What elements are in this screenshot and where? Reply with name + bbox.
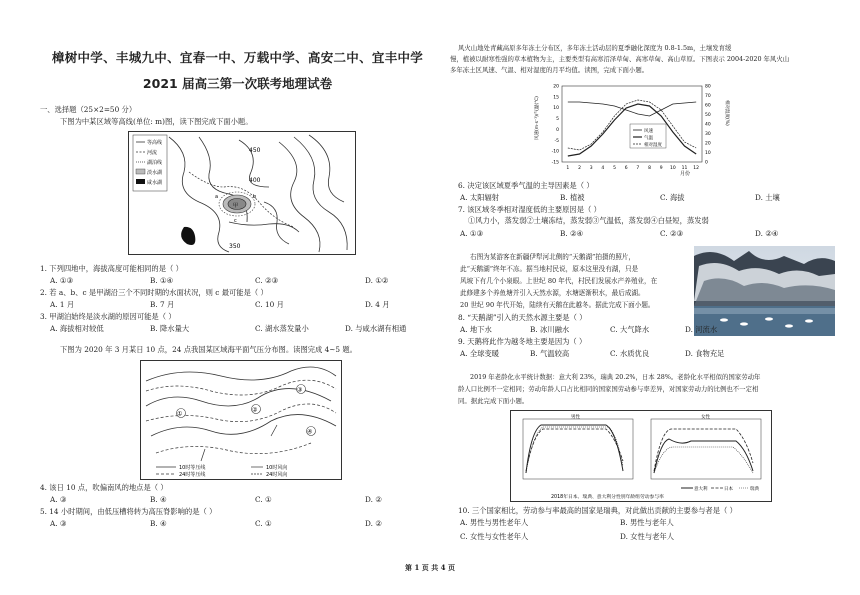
chart-xlabel: 月份	[680, 171, 691, 177]
swan-para-4: 此修建多个养鱼塘并引入天然水源，水塘逐渐积水，最后成湖。	[460, 289, 645, 297]
q5-opt-a[interactable]: A. ③	[50, 519, 67, 528]
q3-opt-b[interactable]: B. 降水量大	[150, 324, 190, 333]
contour-map	[128, 131, 356, 255]
q1-opt-c[interactable]: C. ②③	[255, 276, 279, 285]
chart-ytick-right: 50	[705, 113, 711, 118]
chart-ytick-right: 0	[705, 160, 708, 166]
chart-ytick-right: 60	[705, 103, 711, 109]
swan-para-2: 此“天鹅湖”终年不冻。据当地村民说，原本这里没有湖，只是	[460, 265, 639, 273]
q7-stem: 7. 该区域冬季相对湿度低的主要原因是（ ）	[458, 205, 601, 214]
q6-opt-b[interactable]: B. 植被	[560, 193, 585, 202]
contour-label-450: 450	[249, 147, 261, 154]
permafrost-intro-1: 风火山地处青藏高原多年冻土分布区，多年冻土活动层的夏季融化深度为 0.8-1.5m，土壤发育缓	[458, 44, 732, 52]
chart-ytick-right: 30	[705, 132, 711, 137]
q7-opt-c[interactable]: C. ②③	[660, 229, 684, 238]
chart-xtick: 7	[636, 166, 640, 171]
chart-xtick: 9	[659, 166, 663, 171]
q9-opt-a[interactable]: A. 全球变暖	[460, 349, 500, 358]
page-footer: 第 1 页 共 4 页	[405, 563, 455, 572]
chart-ytick-left: 20	[553, 84, 559, 90]
q8-stem: 8. “天鹅湖”引入的天然水源主要是（ ）	[458, 313, 587, 322]
q10-opt-d[interactable]: D. 女性与老年人	[620, 532, 675, 541]
q4-opt-b[interactable]: B. ④	[150, 495, 167, 504]
q6-opt-d[interactable]: D. 土壤	[755, 193, 780, 202]
q9-opt-c[interactable]: C. 水质优良	[610, 349, 650, 358]
intro-pressure: 下图为 2020 年 3 月某日 10 点，24 点我国某区域海平面气压分布图。读图完成 4~5 题。	[60, 345, 357, 354]
swan-para-5: 20 世纪 90 年代开始，陆续有天鹅在此越冬。据此完成下面小题。	[460, 301, 655, 309]
q7-opt-b[interactable]: B. ②④	[560, 229, 584, 238]
q2-opt-d[interactable]: D. 4 月	[365, 300, 390, 309]
q10-stem: 10. 三个国家相比，劳动参与率最高的国家是瑞典，对此做出贡献的主要参与者是（ ）	[458, 506, 737, 515]
chart-legend-temp: 气温	[644, 136, 653, 141]
title-line-1: 樟树中学、丰城九中、宜春一中、万载中学、高安二中、宜丰中学	[51, 50, 424, 65]
q3-opt-d[interactable]: D. 与咸水湖有相通	[345, 324, 407, 333]
permafrost-intro-2: 慢，植被以耐寒性强的草本植物为主，主要类型有高寒沼泽草甸、高寒草甸、高山草原。下图表示 2004-2020 年风火山	[450, 55, 790, 63]
pressure-marker-4: ④	[307, 428, 313, 436]
wind-legend-10: 10时风向	[266, 465, 288, 471]
pressure-legend-10: 10时等压线	[179, 465, 206, 471]
chart-ytick-right: 70	[705, 94, 711, 99]
q8-opt-a[interactable]: A. 地下水	[460, 325, 492, 334]
q5-opt-b[interactable]: B. ④	[150, 519, 167, 528]
swan-para-3: 风坡下有几个小泉眼。上世纪 80 年代，村民们发展水产养殖业，在	[460, 277, 658, 285]
chart-xtick: 6	[624, 166, 628, 171]
chart-legend-humidity: 相对湿度	[644, 143, 662, 148]
labor-female-title: 女性	[701, 415, 710, 420]
chart-ytick-right: 80	[705, 84, 711, 90]
q1-opt-b[interactable]: B. ①④	[150, 276, 174, 285]
chart-ytick-left: 15	[553, 95, 559, 101]
chart-ytick-left: 0	[556, 127, 559, 133]
chart-ytick-left: -15	[551, 160, 559, 166]
chart-xtick: 2	[578, 166, 581, 171]
chart-xtick: 11	[681, 166, 688, 171]
aging-para-3: 同。据此完成下面小题。	[458, 397, 529, 405]
aging-para-1: 2019 年老龄化水平统计数据：意大利 23%，瑞典 20.2%，日本 28%。老龄化水平相似的国家劳动年	[470, 373, 761, 381]
q5-opt-c[interactable]: C. ①	[255, 519, 272, 528]
pressure-marker-3: ③	[297, 386, 303, 394]
q3-opt-c[interactable]: C. 湖水蒸发量小	[255, 324, 309, 333]
chart-xtick: 5	[613, 166, 616, 171]
chart-xtick: 3	[589, 166, 593, 171]
chart-ytick-left: 10	[553, 106, 559, 112]
q7-opt-a[interactable]: A. ①③	[460, 229, 483, 238]
q7-opt-d[interactable]: D. ②④	[755, 229, 779, 238]
q4-opt-c[interactable]: C. ①	[255, 495, 272, 504]
chart-ytick-right: 10	[705, 151, 711, 156]
chart-ytick-left: 5	[556, 117, 559, 123]
pressure-marker-1: ①	[177, 410, 183, 418]
pressure-marker-2: ②	[252, 406, 258, 414]
q10-opt-b[interactable]: B. 男性与老年人	[620, 518, 674, 527]
q1-stem: 1. 下列四地中，海拔高度可能相同的是（ ）	[40, 264, 183, 273]
chart-ylabel-left: 风速(m·s⁻¹)/气温(℃)	[535, 96, 540, 140]
legend-contour: 等高线	[147, 140, 163, 146]
q9-opt-d[interactable]: D. 食物充足	[685, 349, 725, 358]
aging-para-2: 龄人口比例不一定相同；劳动年龄人口占比相同的国家国劳动参与率差异，对国家劳动力的比例也不一定相	[458, 385, 759, 393]
q8-opt-d[interactable]: D. 河流水	[685, 325, 718, 334]
chart-ytick-left: -10	[551, 149, 559, 155]
q9-stem: 9. 天鹅将此作为越冬地主要是因为（ ）	[458, 337, 587, 346]
legend-salt-lake: 咸水湖	[147, 180, 163, 186]
q10-opt-c[interactable]: C. 女性与女性老年人	[460, 532, 529, 541]
q2-opt-b[interactable]: B. 7 月	[150, 300, 175, 309]
labor-legend-sweden: 瑞典	[750, 487, 759, 492]
shore-b-label: b	[253, 194, 257, 200]
q6-stem: 6. 决定该区域夏季气温的主导因素是（ ）	[458, 181, 594, 190]
chart-xtick: 12	[693, 166, 700, 171]
shore-c-label: c	[234, 218, 237, 224]
q2-opt-a[interactable]: A. 1 月	[50, 300, 75, 309]
chart-xtick: 8	[648, 166, 651, 171]
climate-chart	[530, 80, 730, 178]
labor-legend-japan: 日本	[724, 487, 733, 492]
swan-lake-photo	[694, 246, 835, 336]
q8-opt-c[interactable]: C. 大气降水	[610, 325, 650, 334]
chart-xtick: 10	[669, 166, 676, 171]
q9-opt-b[interactable]: B. 气温较高	[530, 349, 570, 358]
q10-opt-a[interactable]: A. 男性与男性老年人	[460, 518, 529, 527]
permafrost-intro-3: 多年冻土区风速、气温、相对湿度的月平均值。读图，完成下面小题。	[450, 66, 649, 74]
q5-stem: 5. 14 小时期间，由低压槽将转为高压脊影响的是（ ）	[40, 507, 217, 516]
q6-opt-c[interactable]: C. 海拔	[660, 193, 685, 202]
q7-sub: ①风力小，蒸发弱②土壤冻结，蒸发弱③气温低，蒸发弱④白昼短，蒸发弱	[468, 216, 709, 225]
contour-label-400: 400	[249, 177, 261, 184]
swan-para-1: 右图为某游客在新疆伊犁河北侧的“天鹅湖”拍摄的照片，	[470, 253, 635, 261]
q3-opt-a[interactable]: A. 海拔相对较低	[50, 324, 104, 333]
chart-legend-wind: 风速	[644, 129, 653, 134]
shore-a-label: a	[215, 194, 219, 200]
chart-ytick-right: 20	[705, 141, 711, 147]
chart-ylabel-right: 相对湿度(%)	[724, 100, 729, 126]
q3-stem: 3. 甲湖泊始终是淡水湖的原因可能是（ ）	[40, 312, 176, 321]
section-heading: 一、选择题（25×2=50 分）	[40, 105, 137, 114]
chart-xtick: 1	[566, 166, 570, 171]
labor-legend-italy: 意大利	[694, 487, 708, 492]
labor-chart-caption: 2018年日本、瑞典、意大利分性别年龄组劳动参与率	[551, 495, 664, 500]
q6-opt-a[interactable]: A. 太阳辐射	[460, 193, 500, 202]
pressure-legend-24: 24时等压线	[179, 472, 206, 478]
legend-fresh-lake: 淡水湖	[147, 170, 163, 176]
chart-ytick-left: -5	[554, 138, 559, 144]
contour-label-350: 350	[229, 243, 241, 250]
chart-ytick-right: 40	[705, 122, 711, 128]
chart-xtick: 4	[601, 166, 605, 171]
pressure-map	[140, 360, 342, 480]
q5-opt-d[interactable]: D. ②	[365, 519, 382, 528]
labor-chart	[510, 410, 772, 502]
q2-stem: 2. 若 a、b、c 是甲湖沿三个不同时期的水面状况，则 c 最可能是（ ）	[40, 288, 268, 297]
q4-opt-a[interactable]: A. ③	[50, 495, 67, 504]
q4-stem: 4. 该日 10 点，吹偏南风的地点是（ ）	[40, 483, 168, 492]
q1-opt-d[interactable]: D. ①②	[365, 276, 389, 285]
title-line-2: 2021 届高三第一次联考地理试卷	[142, 76, 333, 91]
labor-male-title: 男性	[571, 415, 580, 420]
legend-shore: 湖泊线	[147, 160, 163, 166]
q8-opt-b[interactable]: B. 冰川融水	[530, 325, 570, 334]
intro-contour: 下图为中某区域等高线(单位: m)图，读下图完成下面小题。	[60, 117, 253, 126]
legend-river: 河流	[147, 150, 158, 156]
wind-legend-24: 24时风向	[266, 472, 288, 478]
q2-opt-c[interactable]: C. 10 月	[255, 300, 284, 309]
lake-label: 甲	[233, 203, 239, 209]
q4-opt-d[interactable]: D. ②	[365, 495, 382, 504]
q1-opt-a[interactable]: A. ①③	[50, 276, 73, 285]
